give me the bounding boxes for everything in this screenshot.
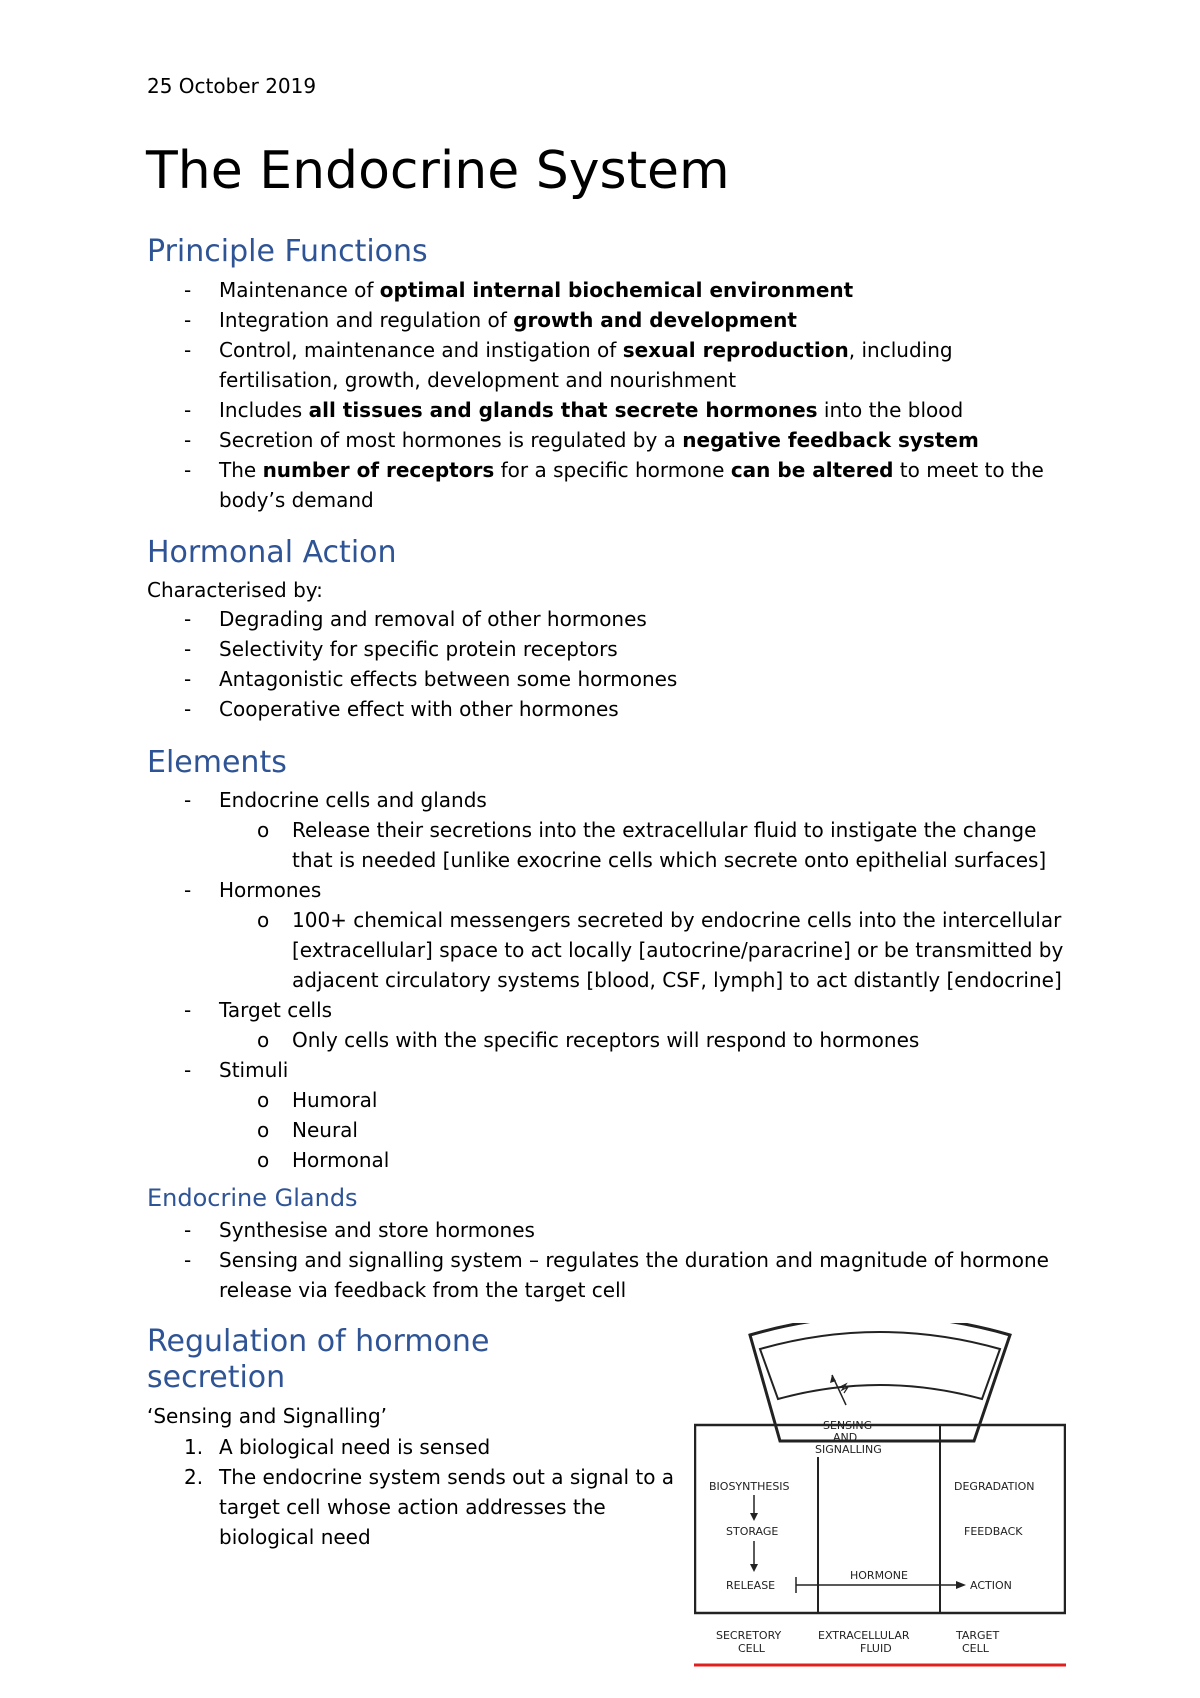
gauge-spring <box>840 1384 848 1393</box>
bold-text: can be altered <box>730 458 894 482</box>
bold-text: optimal internal biochemical environment <box>379 278 854 302</box>
list-item <box>147 1145 1067 1175</box>
list-marker: - <box>184 1058 192 1082</box>
list-item <box>147 995 1067 1025</box>
list-text: Degrading and removal of other hormones <box>219 607 647 631</box>
regulation-subtitle: ‘Sensing and Signalling’ <box>147 1404 387 1428</box>
list-text: Synthesise and store hormones <box>219 1218 535 1242</box>
list-marker: - <box>184 1248 192 1272</box>
feedback-label: FEEDBACK <box>964 1525 1023 1538</box>
list-marker: - <box>184 878 192 902</box>
list-item <box>147 335 1067 395</box>
endocrine-glands-list <box>147 1215 1067 1305</box>
list-marker: - <box>184 697 192 721</box>
list-item <box>147 785 1067 815</box>
list-item <box>147 425 1067 455</box>
list-marker: - <box>184 278 192 302</box>
list-marker: - <box>184 458 192 482</box>
list-item <box>147 1245 1067 1305</box>
sensing-signalling-diagram <box>694 1323 1066 1688</box>
list-item <box>147 275 1067 305</box>
secretory-cell-label-1: SECRETORY <box>716 1629 782 1642</box>
heading-regulation: Regulation of hormone secretion <box>147 1324 490 1395</box>
list-marker: - <box>184 607 192 631</box>
bold-text: negative feedback system <box>682 428 979 452</box>
list-marker: - <box>184 398 192 422</box>
document-date: 25 October 2019 <box>147 74 317 98</box>
list-marker: - <box>184 788 192 812</box>
hormone-label: HORMONE <box>850 1569 908 1582</box>
list-item <box>147 1085 1067 1115</box>
list-text: for a specific hormone <box>494 458 731 482</box>
principle-functions-list <box>147 275 1067 515</box>
list-text: , including fertilisation, growth, development and nourishment <box>219 338 953 392</box>
list-marker: - <box>184 667 192 691</box>
heading-hormonal-action: Hormonal Action <box>147 535 397 570</box>
release-label: RELEASE <box>726 1579 776 1592</box>
bold-text: number of receptors <box>262 458 495 482</box>
heading-endocrine-glands: Endocrine Glands <box>147 1184 358 1212</box>
list-item <box>147 1025 1067 1055</box>
storage-label: STORAGE <box>726 1525 779 1538</box>
degradation-label: DEGRADATION <box>954 1480 1035 1493</box>
heading-elements: Elements <box>147 745 287 780</box>
secretory-cell-label-2: CELL <box>738 1642 765 1655</box>
elements-list <box>147 785 1067 1175</box>
hormonal-action-intro: Characterised by: <box>147 578 323 602</box>
list-text: Endocrine cells and glands <box>219 788 487 812</box>
list-item <box>147 1215 1067 1245</box>
list-text: Selectivity for specific protein receptors <box>219 637 618 661</box>
sensing-label-2: AND <box>833 1431 858 1444</box>
list-text: A biological need is sensed <box>219 1435 491 1459</box>
list-marker: - <box>184 998 192 1022</box>
bold-text: sexual reproduction <box>622 338 849 362</box>
list-text: Cooperative effect with other hormones <box>219 697 619 721</box>
list-marker: o <box>257 1118 270 1142</box>
sensing-gauge-outline <box>750 1323 1010 1441</box>
list-text: Integration and regulation of <box>219 308 514 332</box>
list-marker: o <box>257 908 270 932</box>
arrowhead-hormone <box>956 1581 966 1589</box>
extracellular-fluid-label-2: FLUID <box>860 1642 892 1655</box>
list-marker: 2. <box>184 1465 204 1489</box>
list-item <box>147 395 1067 425</box>
list-item <box>147 815 1067 875</box>
hormonal-action-list <box>147 604 1067 724</box>
list-text: Release their secretions into the extracellular fluid to instigate the change that is needed [unlike exocrine cells which secrete onto epithelial surfaces] <box>292 818 1047 872</box>
list-text: into the blood <box>817 398 964 422</box>
target-cell-label-1: TARGET <box>956 1629 1000 1642</box>
list-text: Stimuli <box>219 1058 289 1082</box>
list-text: Sensing and signalling system – regulates the duration and magnitude of hormone release via feedback from the target cell <box>219 1248 1049 1302</box>
list-item <box>147 875 1067 905</box>
list-item <box>147 664 1067 694</box>
list-marker: 1. <box>184 1435 204 1459</box>
sensing-label-3: SIGNALLING <box>815 1443 882 1456</box>
list-marker: o <box>257 818 270 842</box>
list-item <box>147 305 1067 335</box>
list-marker: o <box>257 1028 270 1052</box>
list-item <box>147 1432 687 1462</box>
biosynthesis-label: BIOSYNTHESIS <box>709 1480 790 1493</box>
list-text: Humoral <box>292 1088 378 1112</box>
list-text: 100+ chemical messengers secreted by endocrine cells into the intercellular [extracellular] space to act locally [autocrine/paracrine] or be transmitted by adjacent circulatory systems [blood, CSF, lymph] to act distantly [endocrine] <box>292 908 1064 992</box>
arrowhead-storage-release <box>750 1564 758 1572</box>
sensing-gauge-inner <box>760 1332 1000 1399</box>
list-item <box>147 905 1067 995</box>
list-text: Neural <box>292 1118 358 1142</box>
list-text: The <box>219 458 263 482</box>
list-text: Target cells <box>219 998 333 1022</box>
list-text: Hormones <box>219 878 322 902</box>
target-cell-label-2: CELL <box>962 1642 989 1655</box>
list-text: Secretion of most hormones is regulated by a <box>219 428 683 452</box>
list-text: Hormonal <box>292 1148 390 1172</box>
list-text: Only cells with the specific receptors will respond to hormones <box>292 1028 920 1052</box>
extracellular-fluid-label-1: EXTRACELLULAR <box>818 1629 910 1642</box>
list-marker: - <box>184 1218 192 1242</box>
list-item <box>147 634 1067 664</box>
bold-text: growth and development <box>513 308 797 332</box>
list-item <box>147 694 1067 724</box>
list-text: Control, maintenance and instigation of <box>219 338 623 362</box>
arrowhead-bio-storage <box>750 1513 758 1521</box>
list-text: Includes <box>219 398 309 422</box>
page-title: The Endocrine System <box>146 141 730 201</box>
list-marker: o <box>257 1088 270 1112</box>
list-text: Maintenance of <box>219 278 380 302</box>
list-marker: - <box>184 338 192 362</box>
list-item <box>147 455 1067 515</box>
heading-principle-functions: Principle Functions <box>147 234 428 269</box>
regulation-list <box>147 1432 687 1552</box>
list-item <box>147 1055 1067 1085</box>
list-text: Antagonistic effects between some hormones <box>219 667 678 691</box>
list-item <box>147 1462 687 1552</box>
list-item <box>147 1115 1067 1145</box>
list-item <box>147 604 1067 634</box>
sensing-label-1: SENSING <box>823 1419 873 1432</box>
list-marker: - <box>184 428 192 452</box>
list-marker: - <box>184 308 192 332</box>
list-marker: - <box>184 637 192 661</box>
list-marker: o <box>257 1148 270 1172</box>
action-label: ACTION <box>970 1579 1012 1592</box>
list-text: to meet to the body’s demand <box>219 458 1044 512</box>
bold-text: all tissues and glands that secrete hormones <box>308 398 818 422</box>
list-text: The endocrine system sends out a signal to a target cell whose action addresses the biological need <box>219 1465 675 1549</box>
